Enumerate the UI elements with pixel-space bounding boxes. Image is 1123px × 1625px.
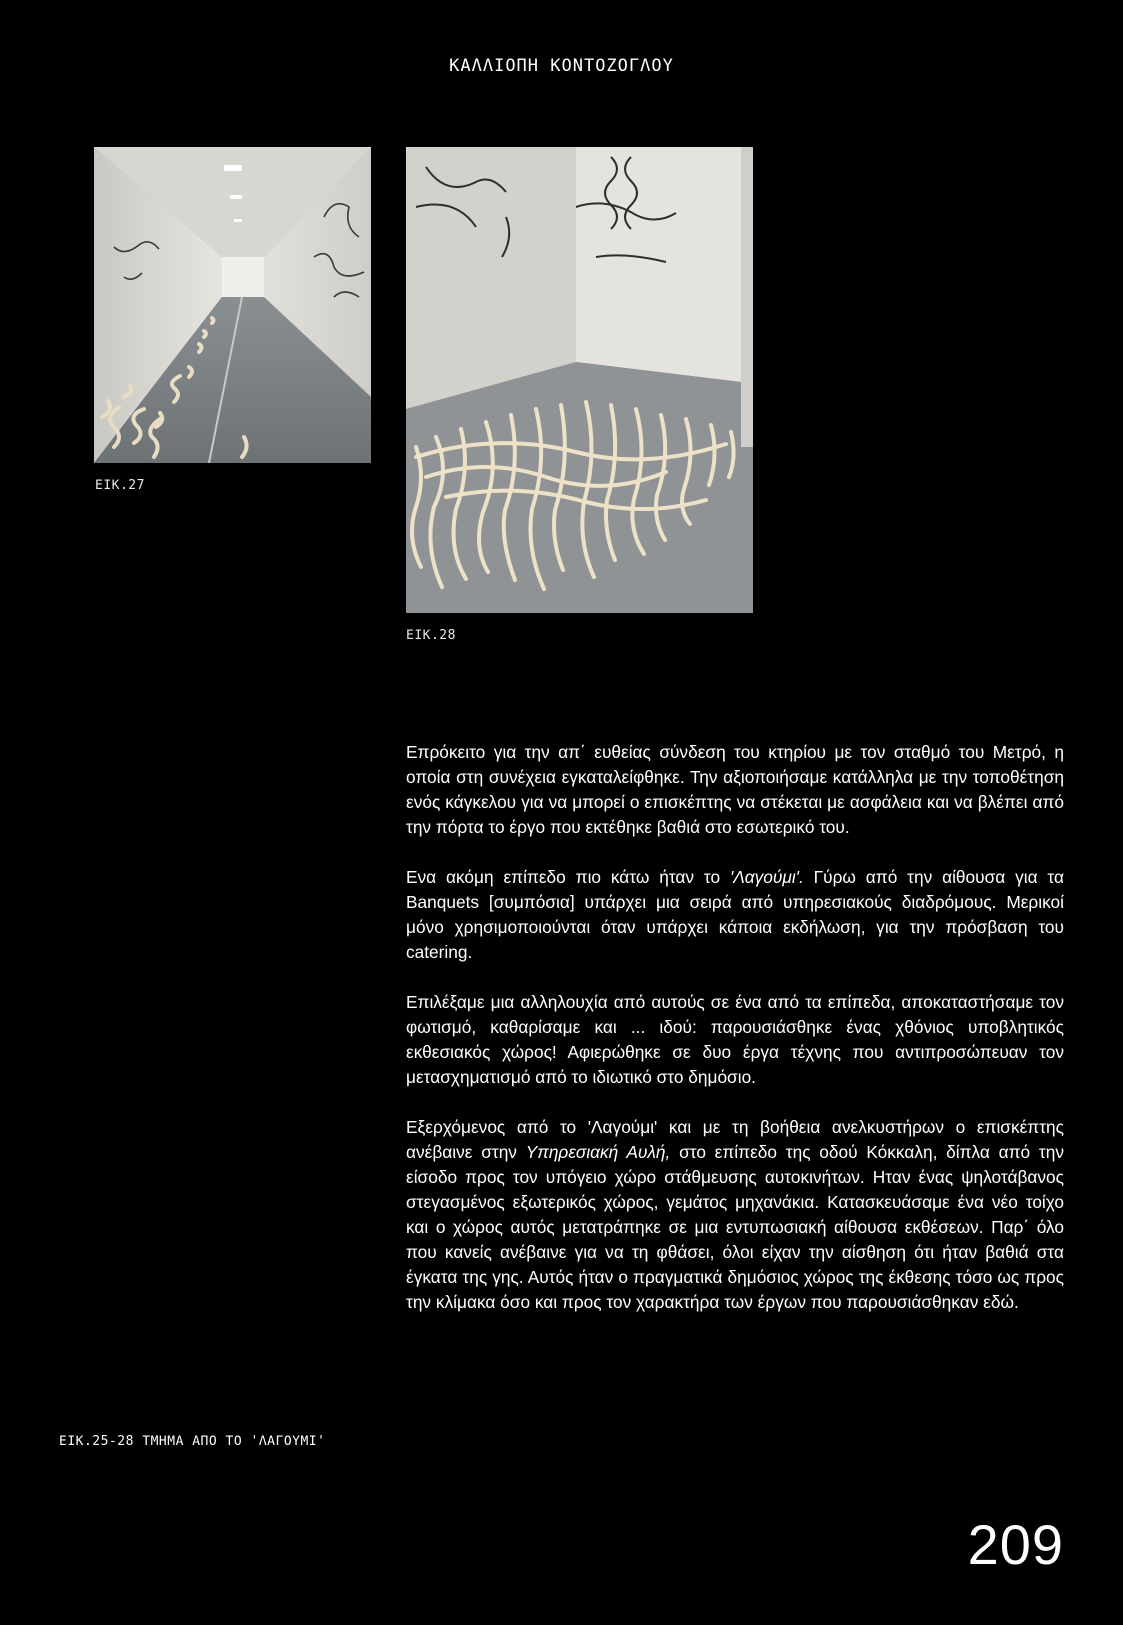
paragraph-2: [406, 865, 1064, 965]
paragraph-2-text-b: Γύρω από την αίθουσα για τα Banquets [συμπόσια] υπάρχει μια σειρά από υπηρεσιακούς διαδρόμους. Μερικοί μόνο χρησιμοποιούνται όταν υπάρχει κάποια εκδήλωση, για την πρόσβαση του catering.: [406, 867, 1064, 962]
paragraph-2-text-a: Ενα ακόμη επίπεδο πιο κάτω ήταν το: [406, 867, 730, 887]
paragraph-3: Επιλέξαμε μια αλληλουχία από αυτούς σε ένα από τα επίπεδα, αποκαταστήσαμε τον φωτισμό, καθαρίσαμε και ... ιδού: παρουσιάσθηκε ένας χθόνιος υποβλητικός εκθεσιακός χώρος! Αφιερώθηκε σε δυο έργα τέχνης που αντιπροσώπευαν τον μετασχηματισμό από το ιδιωτικό στο δημόσιο.: [406, 992, 1064, 1087]
page-number: 209: [967, 1513, 1064, 1576]
paragraph-4: [406, 1115, 1064, 1315]
figure-28-room-photo: [406, 147, 753, 613]
figure-27-corridor-photo: [94, 147, 371, 463]
figures-caption: ΕΙΚ.25-28 ΤΜΗΜΑ ΑΠΟ ΤΟ 'ΛΑΓΟΥΜΙ': [59, 1434, 326, 1449]
paragraph-4-italic-term: Υπηρεσιακή Αυλή,: [525, 1142, 671, 1162]
paragraph-1: Επρόκειτο για την απ΄ ευθείας σύνδεση του κτηρίου με τον σταθμό του Μετρό, η οποία στη συνέχεια εγκαταλείφθηκε. Την αξιοποιήσαμε κατάλληλα με την τοποθέτηση ενός κάγκελου για να μπορεί ο επισκέπτης να στέκεται με ασφάλεια και να βλέπει από την πόρτα το έργο που εκτέθηκε βαθιά στο εσωτερικό του.: [406, 742, 1064, 837]
paragraph-4-text-b: στο επίπεδο της οδού Κόκκαλη, δίπλα από την είσοδο προς τον υπόγειο χώρο στάθμευσης αυτοκινήτων. Ηταν ένας ψηλοτάβανος στεγασμένος εξωτερικός χώρος, γεμάτος μηχανάκια. Κατασκευάσαμε ένα νέο τοίχο και ο χώρος αυτός μετατράπηκε σε μια εντυπωσιακή αίθουσα εκθέσεων. Παρ΄ όλο που κανείς ανέβαινε για να τη φθάσει, όλοι είχαν την αίσθηση ότι ήταν βαθιά στα έγκατα της γης. Αυτός ήταν ο πραγματικά δημόσιος χώρος της έκθεσης τόσο ως προς την κλίμακα όσο και προς τον χαρακτήρα των έργων που παρουσιάσθηκαν εδώ.: [406, 1142, 1065, 1312]
figure-27-caption: ΕΙΚ.27: [95, 478, 145, 493]
paragraph-4-text-a: Εξερχόμενος από το 'Λαγούμι' και με τη βοήθεια ανελκυστήρων ο επισκέπτης ανέβαινε στην: [406, 1117, 1064, 1162]
paragraph-2-italic-term: 'Λαγούμι'.: [729, 867, 804, 887]
body-text: [406, 740, 1064, 1340]
running-header-author: ΚΑΛΛΙΟΠΗ ΚΟΝΤΟΖΟΓΛΟΥ: [449, 56, 674, 76]
figure-28-caption: ΕΙΚ.28: [406, 628, 456, 643]
